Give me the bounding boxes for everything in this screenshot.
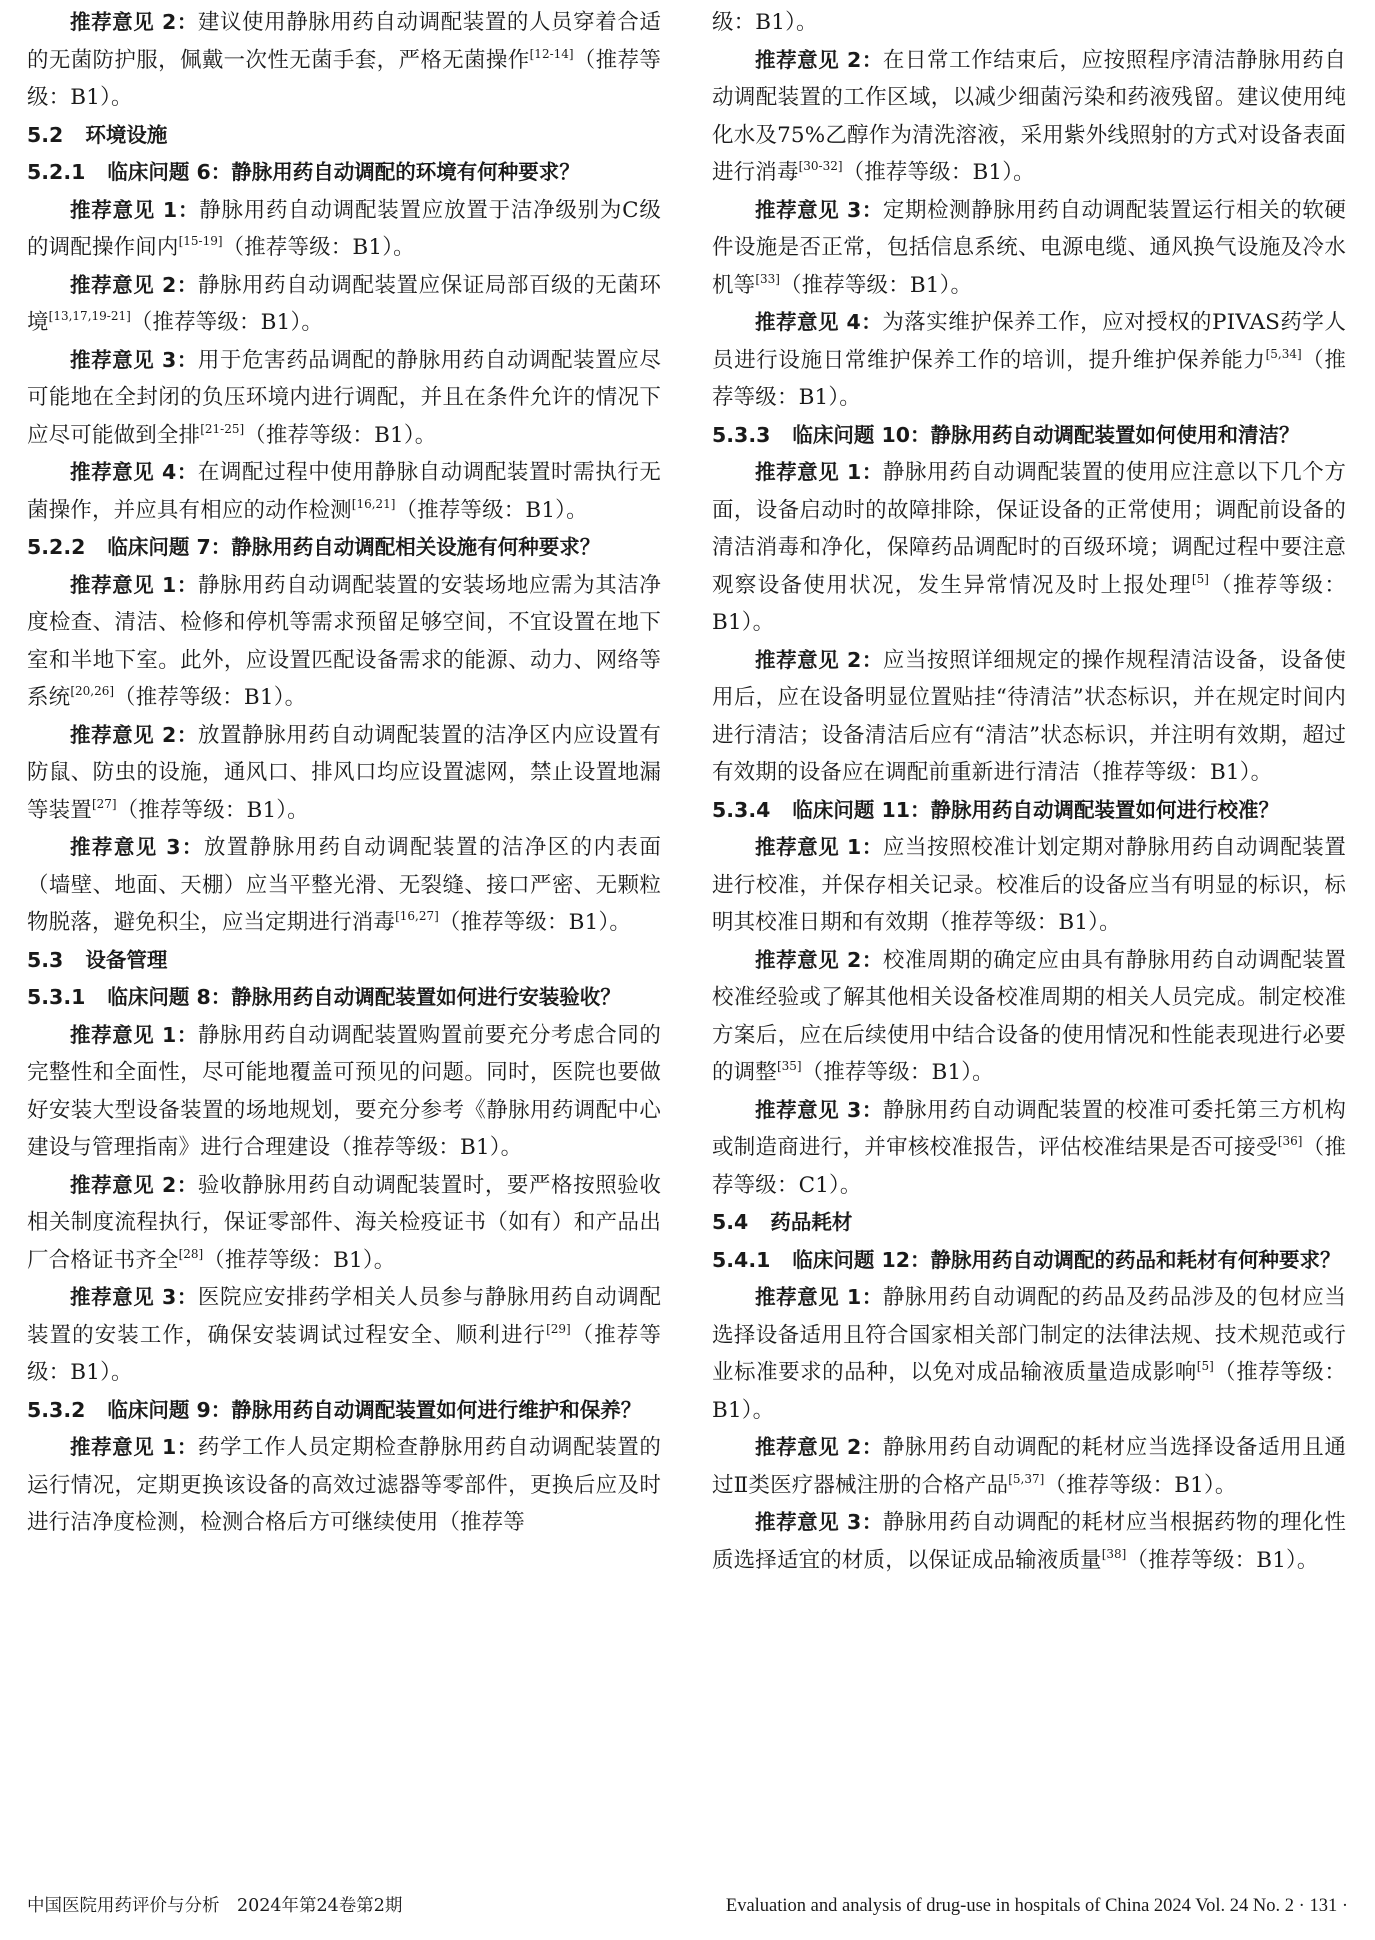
grade-text: （推荐等级：C1）。 [712, 1135, 1346, 1198]
paragraph-text: 为落实维护保养工作，应对授权的PIVAS药学人员进行设施日常维护保养工作的培训，提升维护保养能力 [712, 310, 1347, 373]
recommendation-paragraph [712, 42, 1346, 192]
paragraph-text: 静脉用药自动调配的耗材应当根据药物的理化性质选择适宜的材质，以保证成品输液质量 [712, 1510, 1346, 1573]
recommendation-label: 推荐意见 2： [70, 1172, 198, 1197]
recommendation-label: 推荐意见 1： [755, 1285, 883, 1309]
journal-name-cn: 中国医院用药评价与分析 2024年第24卷第2期 [27, 1896, 403, 1916]
section-number: 5.3 [27, 947, 64, 972]
subsection-heading [712, 792, 1346, 830]
grade-text: （推荐等级：B1）。 [114, 685, 307, 710]
recommendation-label: 推荐意见 1： [70, 572, 198, 597]
section-number: 5.3.4 [712, 797, 771, 822]
paragraph-text: 建议使用静脉用药自动调配装置的人员穿着合适的无菌防护服，佩戴一次性无菌手套，严格无菌操作 [27, 10, 661, 73]
grade-text: （推荐等级：B1）。 [712, 572, 1346, 635]
paragraph-text: 药学工作人员定期检查静脉用药自动调配装置的运行情况，定期更换该设备的高效过滤器等零部件，更换后应及时进行洁净度检测，检测合格后方可继续使用（推荐等 [27, 1435, 661, 1535]
section-title: 临床问题 11：静脉用药自动调配装置如何进行校准？ [792, 797, 1280, 822]
paragraph-text: 静脉用药自动调配装置应保证局部百级的无菌环境 [27, 272, 661, 335]
paragraph-text: 用于危害药品调配的静脉用药自动调配装置应尽可能地在全封闭的负压环境内进行调配，并且在条件允许的情况下应尽可能做到全排 [27, 347, 661, 448]
section-title: 临床问题 6：静脉用药自动调配的环境有何种要求？ [107, 160, 580, 184]
grade-text: （推荐等级：B1）。 [27, 1322, 661, 1385]
page-footer [27, 1893, 1348, 1919]
citation-ref: [15-19] [178, 234, 223, 248]
subsection-heading [27, 979, 661, 1017]
recommendation-paragraph [712, 454, 1346, 642]
recommendation-label: 推荐意见 2： [755, 947, 883, 972]
recommendation-label: 推荐意见 3： [755, 197, 883, 222]
grade-text: （推荐等级：B1）。 [395, 497, 588, 523]
section-title: 临床问题 9：静脉用药自动调配装置如何进行维护和保养？ [107, 1397, 642, 1422]
citation-ref: [33] [755, 271, 780, 286]
section-number: 5.3.1 [27, 985, 86, 1009]
recommendation-label: 推荐意见 2： [755, 47, 883, 72]
paragraph-text: 在日常工作结束后，应按照程序清洁静脉用药自动调配装置的工作区域，以减少细菌污染和药液残留。建议使用纯化水及75%乙醇作为清洗溶液，采用紫外线照射的方式对设备表面进行消毒 [712, 47, 1346, 185]
recommendation-paragraph [712, 192, 1346, 305]
section-title: 设备管理 [85, 947, 168, 972]
recommendation-paragraph [27, 4, 661, 117]
paragraph-text: 放置静脉用药自动调配装置的洁净区的内表面（墙壁、地面、天棚）应当平整光滑、无裂缝、接口严密、无颗粒物脱落，避免积尘，应当定期进行消毒 [27, 835, 661, 935]
subsection-heading [712, 417, 1346, 455]
grade-text: （推荐等级：B1）。 [779, 272, 973, 298]
recommendation-paragraph [27, 1167, 661, 1280]
grade-text: （推荐等级：B1）。 [116, 797, 309, 823]
recommendation-label: 推荐意见 2： [70, 10, 198, 34]
paragraph-text: 级：B1）。 [712, 10, 818, 35]
left-column [27, 4, 661, 1542]
subsection-heading [27, 1392, 661, 1430]
recommendation-label: 推荐意见 3： [755, 1510, 883, 1534]
recommendation-label: 推荐意见 1： [755, 460, 883, 484]
section-title: 环境设施 [85, 122, 168, 147]
recommendation-paragraph [712, 1504, 1346, 1579]
citation-ref: [16,27] [395, 909, 439, 923]
citation-ref: [35] [776, 1059, 802, 1073]
recommendation-paragraph [712, 829, 1346, 942]
recommendation-label: 推荐意见 2： [755, 647, 883, 672]
recommendation-label: 推荐意见 3： [70, 347, 198, 372]
citation-ref: [36] [1277, 1134, 1303, 1148]
recommendation-paragraph [27, 1279, 661, 1392]
section-title: 临床问题 10：静脉用药自动调配装置如何使用和清洁？ [792, 422, 1300, 447]
citation-ref: [12-14] [529, 46, 574, 61]
recommendation-paragraph [712, 1092, 1346, 1205]
citation-ref: [38] [1101, 1546, 1127, 1561]
recommendation-label: 推荐意见 3： [70, 1285, 198, 1309]
grade-text: （推荐等级：B1）。 [712, 347, 1346, 410]
paragraph-text: 验收静脉用药自动调配装置时，要严格按照验收相关制度流程执行，保证零部件、海关检疫证书（如有）和产品出厂合格证书齐全 [27, 1172, 661, 1273]
grade-text: （推荐等级：B1）。 [842, 160, 1035, 185]
paragraph-text: 应当按照校准计划定期对静脉用药自动调配装置进行校准，并保存相关记录。校准后的设备应当有明显的标识，标明其校准日期和有效期（推荐等级：B1）。 [712, 835, 1346, 935]
recommendation-paragraph [27, 342, 661, 455]
paragraph-text: 静脉用药自动调配的耗材应当选择设备适用且通过Ⅱ类医疗器械注册的合格产品 [712, 1435, 1346, 1498]
paragraph-text: 静脉用药自动调配装置的使用应注意以下几个方面，设备启动时的故障排除，保证设备的正常使用；调配前设备的清洁消毒和净化，保障药品调配时的百级环境；调配过程中要注意观察设备使用状况，发生异常情况及时上报处理 [712, 460, 1346, 598]
recommendation-paragraph [27, 1429, 661, 1542]
citation-ref: [5,34] [1265, 346, 1302, 361]
section-number: 5.2.1 [27, 160, 86, 184]
section-heading [712, 1204, 1346, 1242]
recommendation-label: 推荐意见 2： [70, 722, 198, 747]
section-number: 5.2.2 [27, 535, 86, 559]
section-number: 5.2 [27, 122, 64, 147]
section-number: 5.3.2 [27, 1397, 86, 1422]
section-title: 临床问题 12：静脉用药自动调配的药品和耗材有何种要求？ [792, 1247, 1341, 1272]
paragraph-text: 静脉用药自动调配的药品及药品涉及的包材应当选择设备适用且符合国家相关部门制定的法律法规、技术规范或行业标准要求的品种，以免对成品输液质量造成影响 [712, 1285, 1346, 1385]
recommendation-label: 推荐意见 1： [70, 1022, 198, 1047]
section-heading [27, 942, 661, 980]
recommendation-paragraph [27, 192, 661, 267]
subsection-heading [27, 154, 661, 192]
section-number: 5.4 [712, 1210, 749, 1234]
grade-text: （推荐等级：B1）。 [801, 1060, 994, 1085]
recommendation-paragraph [712, 1279, 1346, 1429]
paragraph-text: 定期检测静脉用药自动调配装置运行相关的软硬件设施是否正常，包括信息系统、电源电缆、通风换气设施及冷水机等 [712, 197, 1346, 298]
grade-text: （推荐等级：B1）。 [27, 47, 662, 110]
right-column [712, 4, 1346, 1579]
recommendation-label: 推荐意见 3： [755, 1097, 883, 1122]
paragraph-text: 放置静脉用药自动调配装置的洁净区内应设置有防鼠、防虫的设施，通风口、排风口均应设置滤网，禁止设置地漏等装置 [27, 722, 661, 823]
section-heading [27, 117, 661, 155]
citation-ref: [5] [1191, 571, 1209, 586]
recommendation-label: 推荐意见 1： [70, 197, 200, 222]
paragraph-text: 静脉用药自动调配装置购置前要充分考虑合同的完整性和全面性，尽可能地覆盖可预见的问题。同时，医院也要做好安装大型设备装置的场地规划，要充分参考《静脉用药调配中心建设与管理指南》进行合理建设（推荐等级：B1）。 [27, 1022, 661, 1160]
recommendation-paragraph [27, 567, 661, 717]
section-title: 临床问题 8：静脉用药自动调配装置如何进行安装验收？ [107, 985, 621, 1009]
grade-text: （推荐等级：B1）。 [438, 910, 632, 935]
paragraph-text: 应当按照详细规定的操作规程清洁设备，设备使用后，应在设备明显位置贴挂“待清洁”状态标识，并在规定时间内进行清洁；设备清洁后应有“清洁”状态标识，并注明有效期，超过有效期的设备应在调配前重新进行清洁（推荐等级：B1）。 [712, 647, 1346, 785]
recommendation-label: 推荐意见 3： [70, 835, 204, 859]
grade-text: （推荐等级：B1）。 [712, 1360, 1346, 1423]
recommendation-label: 推荐意见 1： [755, 835, 883, 859]
recommendation-paragraph [712, 304, 1346, 417]
subsection-heading [712, 1242, 1346, 1280]
recommendation-paragraph [712, 642, 1346, 792]
grade-text: （推荐等级：B1）。 [1044, 1472, 1237, 1498]
section-number: 5.4.1 [712, 1247, 771, 1272]
citation-ref: [29] [546, 1321, 571, 1336]
recommendation-label: 推荐意见 2： [70, 272, 198, 297]
recommendation-paragraph [27, 717, 661, 830]
section-title: 临床问题 7：静脉用药自动调配相关设施有何种要求？ [107, 535, 601, 559]
recommendation-paragraph [27, 829, 661, 942]
grade-text: （推荐等级：B1）。 [244, 422, 437, 448]
recommendation-label: 推荐意见 4： [70, 460, 198, 484]
citation-ref: [5,37] [1008, 1471, 1045, 1486]
paragraph-text: 在调配过程中使用静脉自动调配装置时需执行无菌操作，并应具有相应的动作检测 [27, 460, 661, 523]
citation-ref: [28] [178, 1246, 204, 1261]
citation-ref: [21-25] [200, 421, 245, 436]
recommendation-label: 推荐意见 2： [755, 1435, 883, 1459]
citation-ref: [13,17,19-21] [48, 309, 131, 323]
grade-text: （推荐等级：B1）。 [203, 1247, 396, 1273]
recommendation-paragraph [712, 942, 1346, 1092]
recommendation-paragraph [712, 1429, 1346, 1504]
recommendation-paragraph [27, 1017, 661, 1167]
section-title: 药品耗材 [770, 1210, 853, 1234]
journal-name-en: Evaluation and analysis of drug-use in hospitals of China 2024 Vol. 24 No. 2 · 131 · [725, 1896, 1348, 1916]
paragraph-text: 校准周期的确定应由具有静脉用药自动调配装置校准经验或了解其他相关设备校准周期的相关人员完成。制定校准方案后，应在后续使用中结合设备的使用情况和性能表现进行必要的调整 [712, 947, 1346, 1085]
citation-ref: [16,21] [351, 496, 396, 511]
paragraph-text: 静脉用药自动调配装置应放置于洁净级别为C级的调配操作间内 [27, 197, 661, 260]
recommendation-label: 推荐意见 4： [755, 310, 883, 334]
subsection-heading [27, 529, 661, 567]
citation-ref: [27] [91, 796, 117, 811]
paragraph-text: 静脉用药自动调配装置的安装场地应需为其洁净度检查、清洁、检修和停机等需求预留足够空间，不宜设置在地下室和半地下室。此外，应设置匹配设备需求的能源、动力、网络等系统 [27, 572, 661, 710]
grade-text: （推荐等级：B1）。 [1126, 1547, 1319, 1573]
recommendation-paragraph [712, 4, 1346, 42]
paragraph-text: 静脉用药自动调配装置的校准可委托第三方机构或制造商进行，并审核校准报告，评估校准结果是否可接受 [712, 1097, 1346, 1160]
paragraph-text: 医院应安排药学相关人员参与静脉用药自动调配装置的安装工作，确保安装调试过程安全、顺利进行 [27, 1285, 661, 1348]
grade-text: （推荐等级：B1）。 [130, 310, 324, 335]
citation-ref: [30-32] [798, 159, 843, 173]
recommendation-paragraph [27, 267, 661, 342]
recommendation-paragraph [27, 454, 661, 529]
section-number: 5.3.3 [712, 422, 771, 447]
citation-ref: [5] [1196, 1359, 1214, 1373]
recommendation-label: 推荐意见 1： [70, 1435, 198, 1459]
grade-text: （推荐等级：B1）。 [222, 235, 415, 260]
citation-ref: [20,26] [70, 684, 115, 698]
